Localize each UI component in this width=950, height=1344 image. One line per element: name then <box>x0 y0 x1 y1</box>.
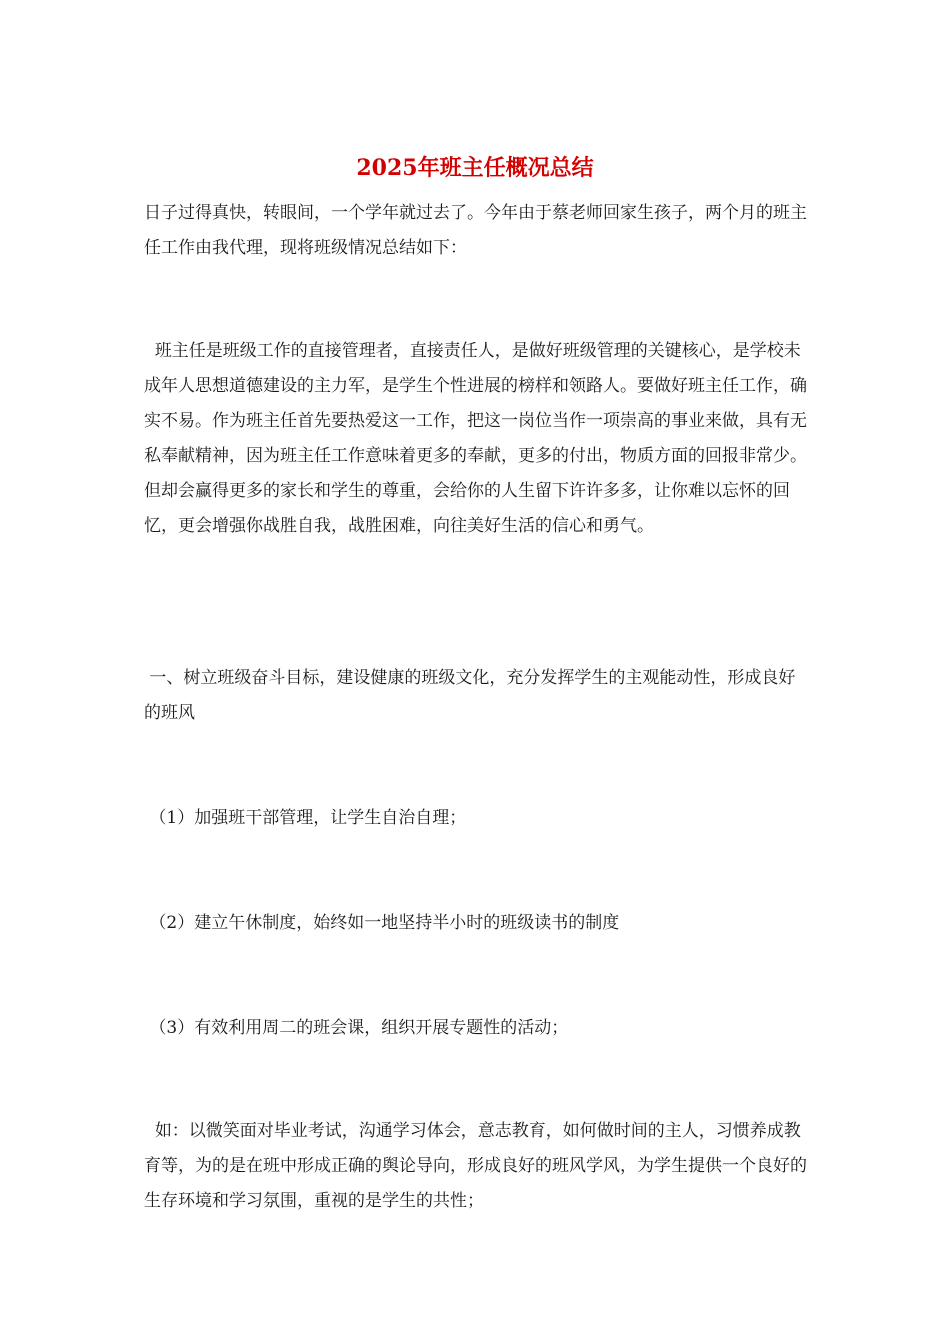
paragraph-example: 如：以微笑面对毕业考试，沟通学习体会，意志教育，如何做时间的主人，习惯养成教育等，为的是在班中形成正确的舆论导向，形成良好的班风学风，为学生提供一个良好的生存环境和学习氛围，重视的是学生的共性； <box>144 1121 807 1211</box>
list-item-1: （1）加强班干部管理，让学生自治自理； <box>144 808 467 828</box>
paragraph-intro: 日子过得真快，转眼间，一个学年就过去了。今年由于蔡老师回家生孩子，两个月的班主任工作由我代理，现将班级情况总结如下： <box>144 203 807 258</box>
paragraph-role: 班主任是班级工作的直接管理者，直接责任人，是做好班级管理的关键核心，是学校未成年人思想道德建设的主力军，是学生个性进展的榜样和领路人。要做好班主任工作，确实不易。作为班主任首先要热爱这一工作，把这一岗位当作一项崇高的事业来做，具有无私奉献精神，因为班主任工作意味着更多的奉献，更多的付出，物质方面的回报非常少。但却会赢得更多的家长和学生的尊重，会给你的人生留下许许多多，让你难以忘怀的回忆，更会增强你战胜自我，战胜困难，向往美好生活的信心和勇气。 <box>144 341 807 536</box>
list-item-3: （3）有效利用周二的班会课，组织开展专题性的活动； <box>144 1018 569 1038</box>
section-heading-1: 一、树立班级奋斗目标，建设健康的班级文化，充分发挥学生的主观能动性，形成良好的班风 <box>144 668 796 723</box>
document-title: 2025年班主任概况总结 <box>356 155 594 181</box>
list-item-2: （2）建立午休制度，始终如一地坚持半小时的班级读书的制度 <box>144 913 620 933</box>
